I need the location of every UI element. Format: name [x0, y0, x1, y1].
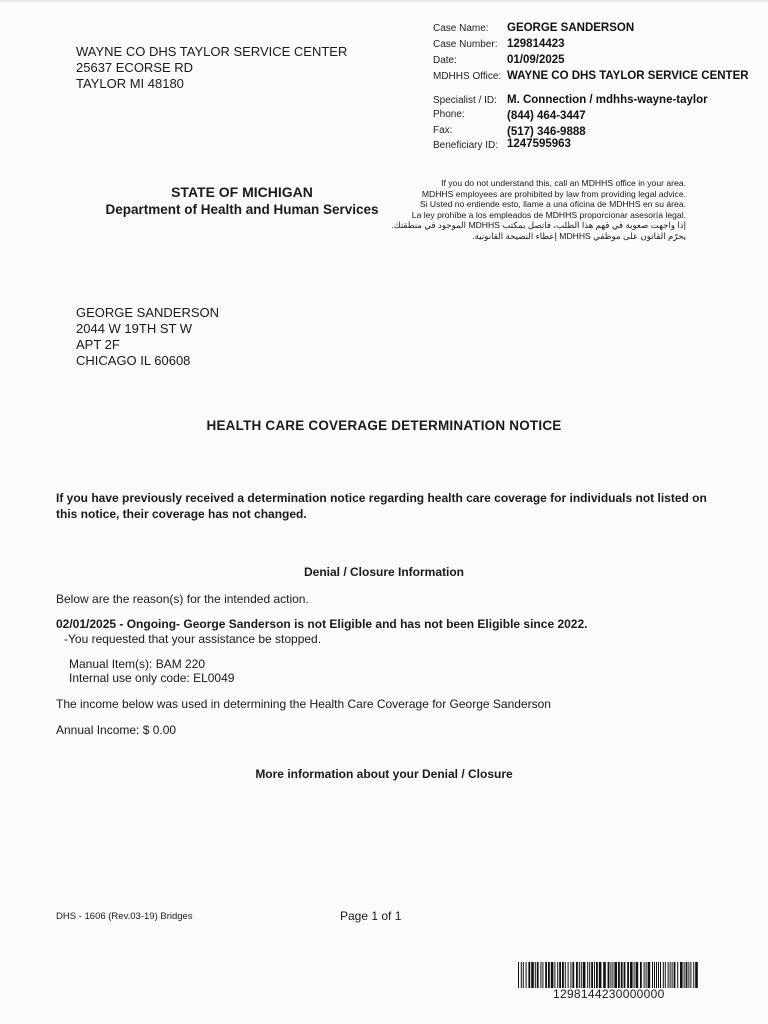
more-info-heading: More information about your Denial / Closure — [255, 767, 513, 781]
language-notice-ar-2: يحرّم القانون على موظفي MDHHS إعطاء النصيحة القانونية. — [472, 230, 686, 241]
agency-header — [92, 184, 392, 220]
office-name: WAYNE CO DHS TAYLOR SERVICE CENTER — [76, 44, 348, 59]
office-street: 25637 ECORSE RD — [76, 60, 194, 75]
office-value: WAYNE CO DHS TAYLOR SERVICE CENTER — [507, 70, 749, 82]
language-notice-es-1: Si Usted no entiende esto, llame a una oficina de MDHHS en su área. — [419, 199, 686, 209]
case-name-value: GEORGE SANDERSON — [507, 22, 635, 34]
office-city: TAYLOR MI 48180 — [76, 76, 184, 91]
specialist-label: Specialist / ID: — [433, 95, 497, 106]
reasons-intro: Below are the reason(s) for the intended action. — [56, 592, 309, 606]
language-notice-ar-1: إذا واجهت صعوبة في فهم هذا الطلب، فاتصل بمكتب MDHHS الموجود في منطقتك. — [391, 220, 686, 230]
language-notice-en-1: If you do not understand this, call an MDHHS office in your area. — [441, 178, 686, 188]
specialist-value: M. Connection / mdhhs-wayne-taylor — [507, 94, 708, 106]
fax-label: Fax: — [433, 125, 453, 136]
case-number-label: Case Number: — [433, 39, 498, 50]
recipient-name: GEORGE SANDERSON — [76, 305, 220, 320]
internal-code: Internal use only code: EL0049 — [69, 671, 235, 685]
recipient-city: CHICAGO IL 60608 — [76, 353, 191, 368]
beneficiary-label: Beneficiary ID: — [433, 140, 499, 151]
page-number: Page 1 of 1 — [340, 909, 402, 923]
income-text: The income below was used in determining the Health Care Coverage for George Sanderson — [56, 697, 551, 711]
denial-section-heading: Denial / Closure Information — [303, 565, 465, 579]
manual-items-block — [69, 657, 234, 685]
annual-income: Annual Income: $ 0.00 — [56, 723, 177, 737]
manual-items: Manual Item(s): BAM 220 — [69, 657, 206, 671]
denial-reason-detail: -You requested that your assistance be stopped. — [64, 632, 322, 646]
language-notice — [380, 178, 686, 241]
denial-reason — [56, 617, 587, 631]
phone-value: (844) 464-3447 — [507, 110, 586, 122]
barcode-image — [518, 962, 698, 988]
notice-title: HEALTH CARE COVERAGE DETERMINATION NOTICE — [206, 418, 562, 433]
date-value: 01/09/2025 — [507, 54, 565, 66]
recipient-street: 2044 W 19TH ST W — [76, 321, 193, 336]
beneficiary-value: 1247595963 — [507, 138, 571, 150]
language-notice-en-2: MDHHS employees are prohibited by law from providing legal advice. — [421, 188, 686, 199]
intro-text: If you have previously received a determination notice regarding health care coverage for individuals not listed on this notice, their coverage has not changed. — [56, 491, 707, 521]
office-address-block — [76, 44, 347, 92]
denial-reason-text: 02/01/2025 - Ongoing- George Sanderson is not Eligible and has not been Eligible since 2022. — [56, 617, 588, 631]
phone-label: Phone: — [433, 109, 465, 120]
language-notice-es-2: La ley prohíbe a los empleados de MDHHS proporcionar asesoría legal. — [411, 209, 686, 220]
department-name: Department of Health and Human Services — [105, 202, 379, 217]
date-label: Date: — [433, 55, 457, 66]
state-name: STATE OF MICHIGAN — [171, 184, 313, 200]
recipient-apt: APT 2F — [76, 337, 120, 352]
case-number-value: 129814423 — [507, 38, 565, 50]
case-name-label: Case Name: — [433, 23, 489, 34]
barcode-number: 1298144230000000 — [553, 987, 665, 1001]
form-identifier: DHS - 1606 (Rev.03-19) Bridges — [56, 911, 193, 922]
fax-value: (517) 346-9888 — [507, 126, 586, 138]
top-edge-line — [0, 0, 768, 2]
recipient-address-block — [76, 305, 219, 369]
office-label: MDHHS Office: — [433, 71, 502, 82]
